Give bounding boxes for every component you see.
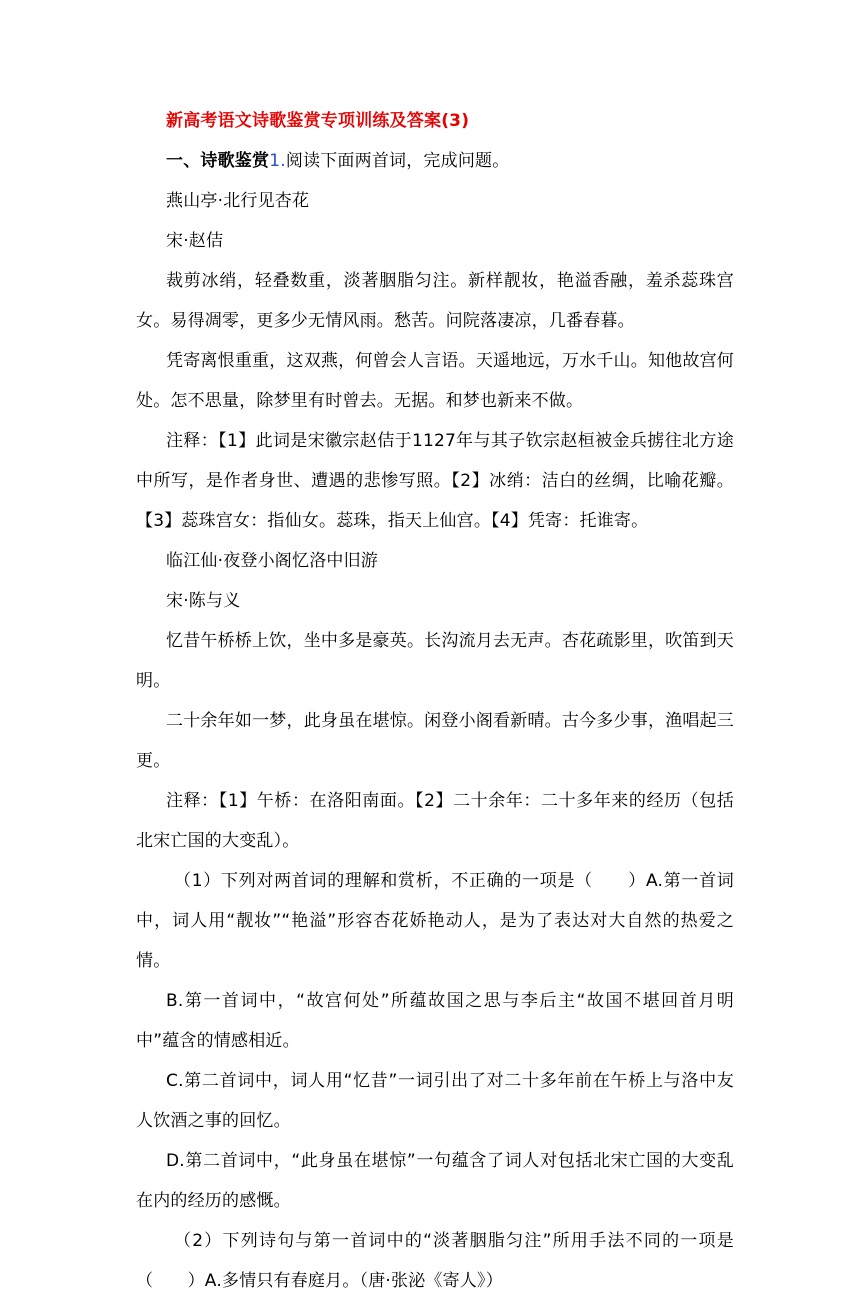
poem2-stanza1: 忆昔午桥桥上饮，坐中多是豪英。长沟流月去无声。杏花疏影里，吹笛到天明。 xyxy=(136,631,734,691)
poem1-stanza1: 裁剪冰绡，轻叠数重，淡著胭脂匀注。新样靓妆，艳溢香融，羞杀蕊珠宫女。易得凋零，更多少无情风雨。愁苦。问院落凄凉，几番春暮。 xyxy=(136,271,734,331)
poem2-author: 宋·陈与义 xyxy=(166,591,241,611)
section-heading: 一、诗歌鉴赏 xyxy=(166,151,270,171)
poem1-title: 燕山亭·北行见杏花 xyxy=(166,191,310,211)
question-number: 1. xyxy=(269,151,286,171)
question1-option-d: D.第二首词中，“此身虽在堪惊”一句蕴含了词人对包括北宋亡国的大变乱在内的经历的感慨。 xyxy=(136,1151,734,1211)
document-title: 新高考语文诗歌鉴赏专项训练及答案(3) xyxy=(166,111,470,131)
poem2-stanza2: 二十余年如一梦，此身虽在堪惊。闲登小阁看新晴。古今多少事，渔唱起三更。 xyxy=(136,711,734,771)
poem1-author: 宋·赵佶 xyxy=(166,231,224,251)
question1-stem: （1）下列对两首词的理解和赏析，不正确的一项是（ ）A.第一首词中，词人用“靓妆”“艳溢”形容杏花娇艳动人，是为了表达对大自然的热爱之情。 xyxy=(136,871,734,971)
poem2-title: 临江仙·夜登小阁忆洛中旧游 xyxy=(166,551,379,571)
poem2-notes: 注释：【1】午桥：在洛阳南面。【2】二十余年：二十多年来的经历（包括北宋亡国的大变乱）。 xyxy=(136,791,734,851)
poem1-stanza2: 凭寄离恨重重，这双燕，何曾会人言语。天遥地远，万水千山。知他故宫何处。怎不思量，除梦里有时曾去。无据。和梦也新来不做。 xyxy=(136,351,734,411)
question2-stem: （2）下列诗句与第一首词中的“淡著胭脂匀注”所用手法不同的一项是（ ）A.多情只有春庭月。（唐·张泌《寄人》） xyxy=(136,1231,734,1291)
question-intro-line xyxy=(136,141,734,181)
question-intro: 阅读下面两首词，完成问题。 xyxy=(285,151,510,171)
document-body xyxy=(136,101,734,1301)
question1-option-b: B.第一首词中，“故宫何处”所蕴故国之思与李后主“故国不堪回首月明中”蕴含的情感相近。 xyxy=(136,991,734,1051)
poem1-notes: 注释：【1】此词是宋徽宗赵佶于1127年与其子钦宗赵桓被金兵掳往北方途中所写，是作者身世、遭遇的悲惨写照。【2】冰绡：洁白的丝绸，比喻花瓣。【3】蕊珠宫女：指仙女。蕊珠，指天上仙宫。【4】凭寄：托谁寄。 xyxy=(136,431,734,531)
question1-option-c: C.第二首词中，词人用“忆昔”一词引出了对二十多年前在午桥上与洛中友人饮酒之事的回忆。 xyxy=(136,1071,734,1131)
